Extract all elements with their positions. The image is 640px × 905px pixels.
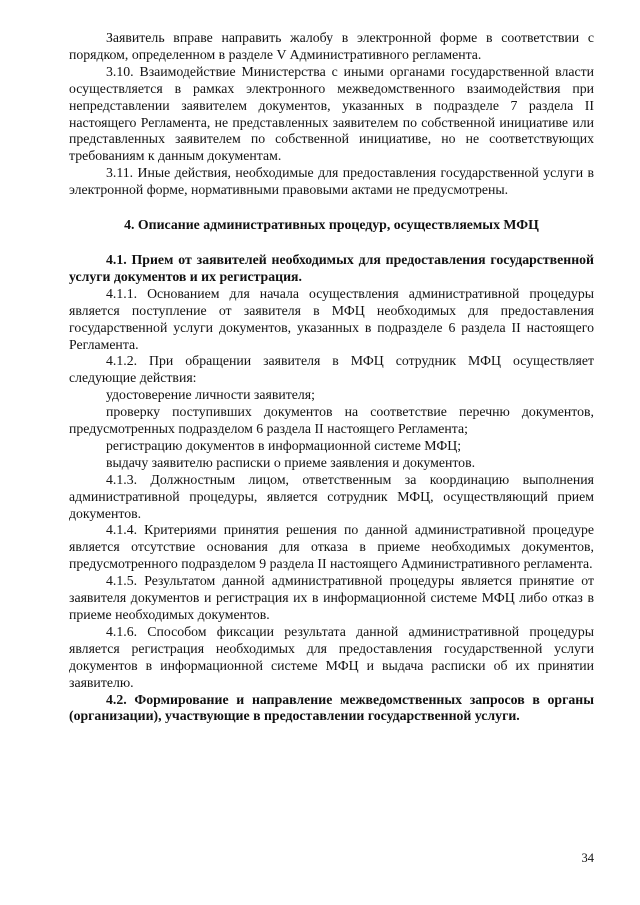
paragraph-3-10: 3.10. Взаимодействие Министерства с иными органами государственной власти осуществляется в рамках электронного межведомственного взаимодействия при непредставлении заявителем документов, указанных в подразделе 7 раздела II настоящего Регламента, не представленных заявителем по собственной инициативе или представленных заявителем по собственной инициативе, но не соответствующих требованиям к данным документам. <box>69 63 594 164</box>
section-heading-4: 4. Описание административных процедур, осуществляемых МФЦ <box>124 217 539 233</box>
paragraph-4-1-6: 4.1.6. Способом фиксации результата данной административной процедуры является регистрация необходимых для предоставления государственной услуги документов в информационной системе МФЦ и выдача расписки об их принятии заявителю. <box>69 623 594 690</box>
action-item: удостоверение личности заявителя; <box>106 387 315 403</box>
subsection-heading-4-1: 4.1. Прием от заявителей необходимых для предоставления государственной услуги документов и их регистрация. <box>69 251 594 284</box>
subsection-heading-4-2: 4.2. Формирование и направление межведомственных запросов в органы (организации), участвующие в предоставлении государственной услуги. <box>69 691 594 724</box>
paragraph-4-1-3: 4.1.3. Должностным лицом, ответственным за координацию выполнения административной процедуры, является сотрудник МФЦ, осуществляющий прием документов. <box>69 471 594 521</box>
action-item: выдачу заявителю расписки о приеме заявления и документов. <box>106 454 476 470</box>
paragraph-3-11: 3.11. Иные действия, необходимые для предоставления государственной услуги в электронной форме, нормативными правовыми актами не предусмотрены. <box>69 165 594 198</box>
action-item: проверку поступивших документов на соответствие перечню документов, предусмотренных подразделом 6 раздела II настоящего Регламента; <box>69 404 594 437</box>
paragraph-4-1-4: 4.1.4. Критериями принятия решения по данной административной процедуре является отсутствие основания для отказа в приеме необходимых документов, предусмотренного подразделом 9 раздела II настоящего Административного регламента. <box>69 522 594 572</box>
paragraph-complaint-electronic: Заявитель вправе направить жалобу в электронной форме в соответствии с порядком, определенном в разделе V Административного регламента. <box>69 30 594 62</box>
action-item: регистрацию документов в информационной системе МФЦ; <box>106 437 462 453</box>
paragraph-4-1-2: 4.1.2. При обращении заявителя в МФЦ сотрудник МФЦ осуществляет следующие действия: <box>69 353 594 386</box>
paragraph-4-1-1: 4.1.1. Основанием для начала осуществления административной процедуры является поступление от заявителя в МФЦ необходимых для предоставления государственной услуги документов, указанных в подразделе 6 раздела II настоящего Регламента. <box>69 285 594 352</box>
page-number: 34 <box>581 851 594 866</box>
paragraph-4-1-5: 4.1.5. Результатом данной административной процедуры является принятие от заявителя документов и регистрация их в информационной системе МФЦ либо отказ в приеме необходимых документов. <box>69 573 594 622</box>
